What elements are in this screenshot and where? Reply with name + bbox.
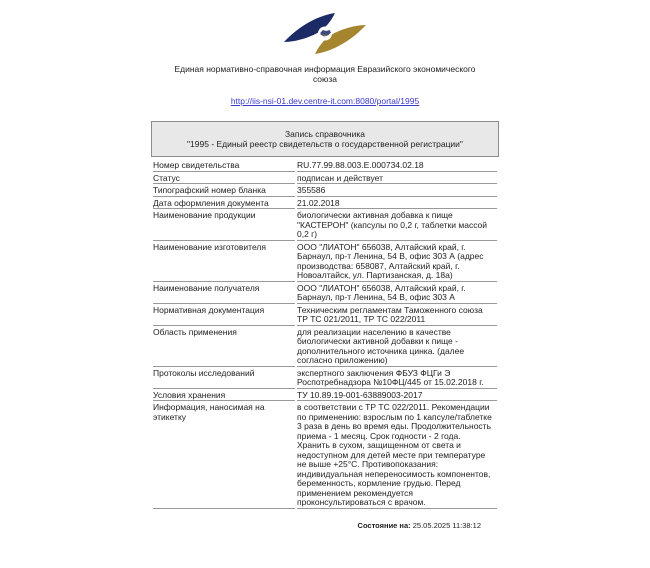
field-label: Информация, наносимая на этикетку <box>153 403 295 509</box>
state-label: Состояние на: <box>357 520 411 530</box>
field-value: для реализации населению в качестве биологически активной добавки к пище - дополнительного источника цинка. (далее согласно приложению) <box>297 328 497 367</box>
field-label: Статус <box>153 174 295 185</box>
field-value: ООО "ЛИАТОН" 656038, Алтайский край, г. Барнаул, пр-т Ленина, 54 В, офис 303 А (адрес производства: 658087, Алтайский край, г. Новоалтайск, ул. Партизанская, д. 18а) <box>297 243 497 282</box>
record-heading: Запись справочника <box>284 129 366 139</box>
field-row <box>153 211 497 241</box>
field-row <box>153 174 497 185</box>
field-value: Техническим регламентам Таможенного союза ТР ТС 021/2011, ТР ТС 022/2011 <box>297 306 497 326</box>
eaeu-emblem-icon <box>280 12 370 54</box>
field-value: ТУ 10.89.19-001-63889003-2017 <box>297 391 497 402</box>
field-row <box>153 328 497 367</box>
field-row <box>153 243 497 282</box>
field-value: подписан и действует <box>297 174 497 185</box>
field-label: Наименование продукции <box>153 211 295 241</box>
portal-link-row <box>0 91 650 109</box>
eaeu-logo <box>0 12 650 59</box>
field-value: экспертного заключения ФБУЗ ФЦГи Э Роспотребнадзора №10ФЦ/445 от 15.02.2018 г. <box>297 369 497 389</box>
field-row <box>153 199 497 210</box>
field-label: Условия хранения <box>153 391 295 402</box>
status-footer <box>151 521 499 530</box>
record-table <box>151 159 499 511</box>
field-value: в соответствии с ТР ТС 022/2011. Рекомендации по применению: взрослым по 1 капсуле/таблетке 3 раза в день во время еды. Продолжительность приема - 1 месяц. Срок годности - 2 года. Хранить в сухом, защищенном от света и недоступном для детей месте при температуре не выше +25°С. Противопоказания: индивидуальная непереносимость компонентов, беременность, кормление грудью. Перед применением рекомендуется проконсультироваться с врачом. <box>297 403 497 509</box>
field-label: Область применения <box>153 328 295 367</box>
field-label: Нормативная документация <box>153 306 295 326</box>
field-label: Типографский номер бланка <box>153 186 295 197</box>
field-row <box>153 161 497 172</box>
field-value: RU.77.99.88.003.E.000734.02.18 <box>297 161 497 172</box>
field-row <box>153 186 497 197</box>
field-label: Дата оформления документа <box>153 199 295 210</box>
field-row <box>153 306 497 326</box>
portal-link[interactable]: http://iis-nsi-01.dev.centre-it.com:8080/portal/1995 <box>230 96 420 106</box>
field-label: Наименование изготовителя <box>153 243 295 282</box>
state-datetime: 25.05.2025 11:38:12 <box>412 520 481 530</box>
field-row <box>153 403 497 509</box>
field-value: биологически активная добавка к пище "КАСТЕРОН" (капсулы по 0,2 г, таблетки массой 0,2 г) <box>297 211 497 241</box>
field-value: 21.02.2018 <box>297 199 497 210</box>
record-subtitle: "1995 - Единый реестр свидетельств о государственной регистрации" <box>187 139 463 149</box>
field-row <box>153 369 497 389</box>
org-title: Единая нормативно-справочная информация Евразийского экономического союза <box>174 64 476 84</box>
field-label: Номер свидетельства <box>153 161 295 172</box>
record-table-body <box>153 161 497 509</box>
field-label: Наименование получателя <box>153 284 295 304</box>
record-heading-box <box>151 121 499 157</box>
field-row <box>153 284 497 304</box>
field-value: 355586 <box>297 186 497 197</box>
field-row <box>153 391 497 402</box>
field-value: ООО "ЛИАТОН" 656038, Алтайский край, г. Барнаул, пр-т Ленина, 54 В, офис 303 А <box>297 284 497 304</box>
field-label: Протоколы исследований <box>153 369 295 389</box>
